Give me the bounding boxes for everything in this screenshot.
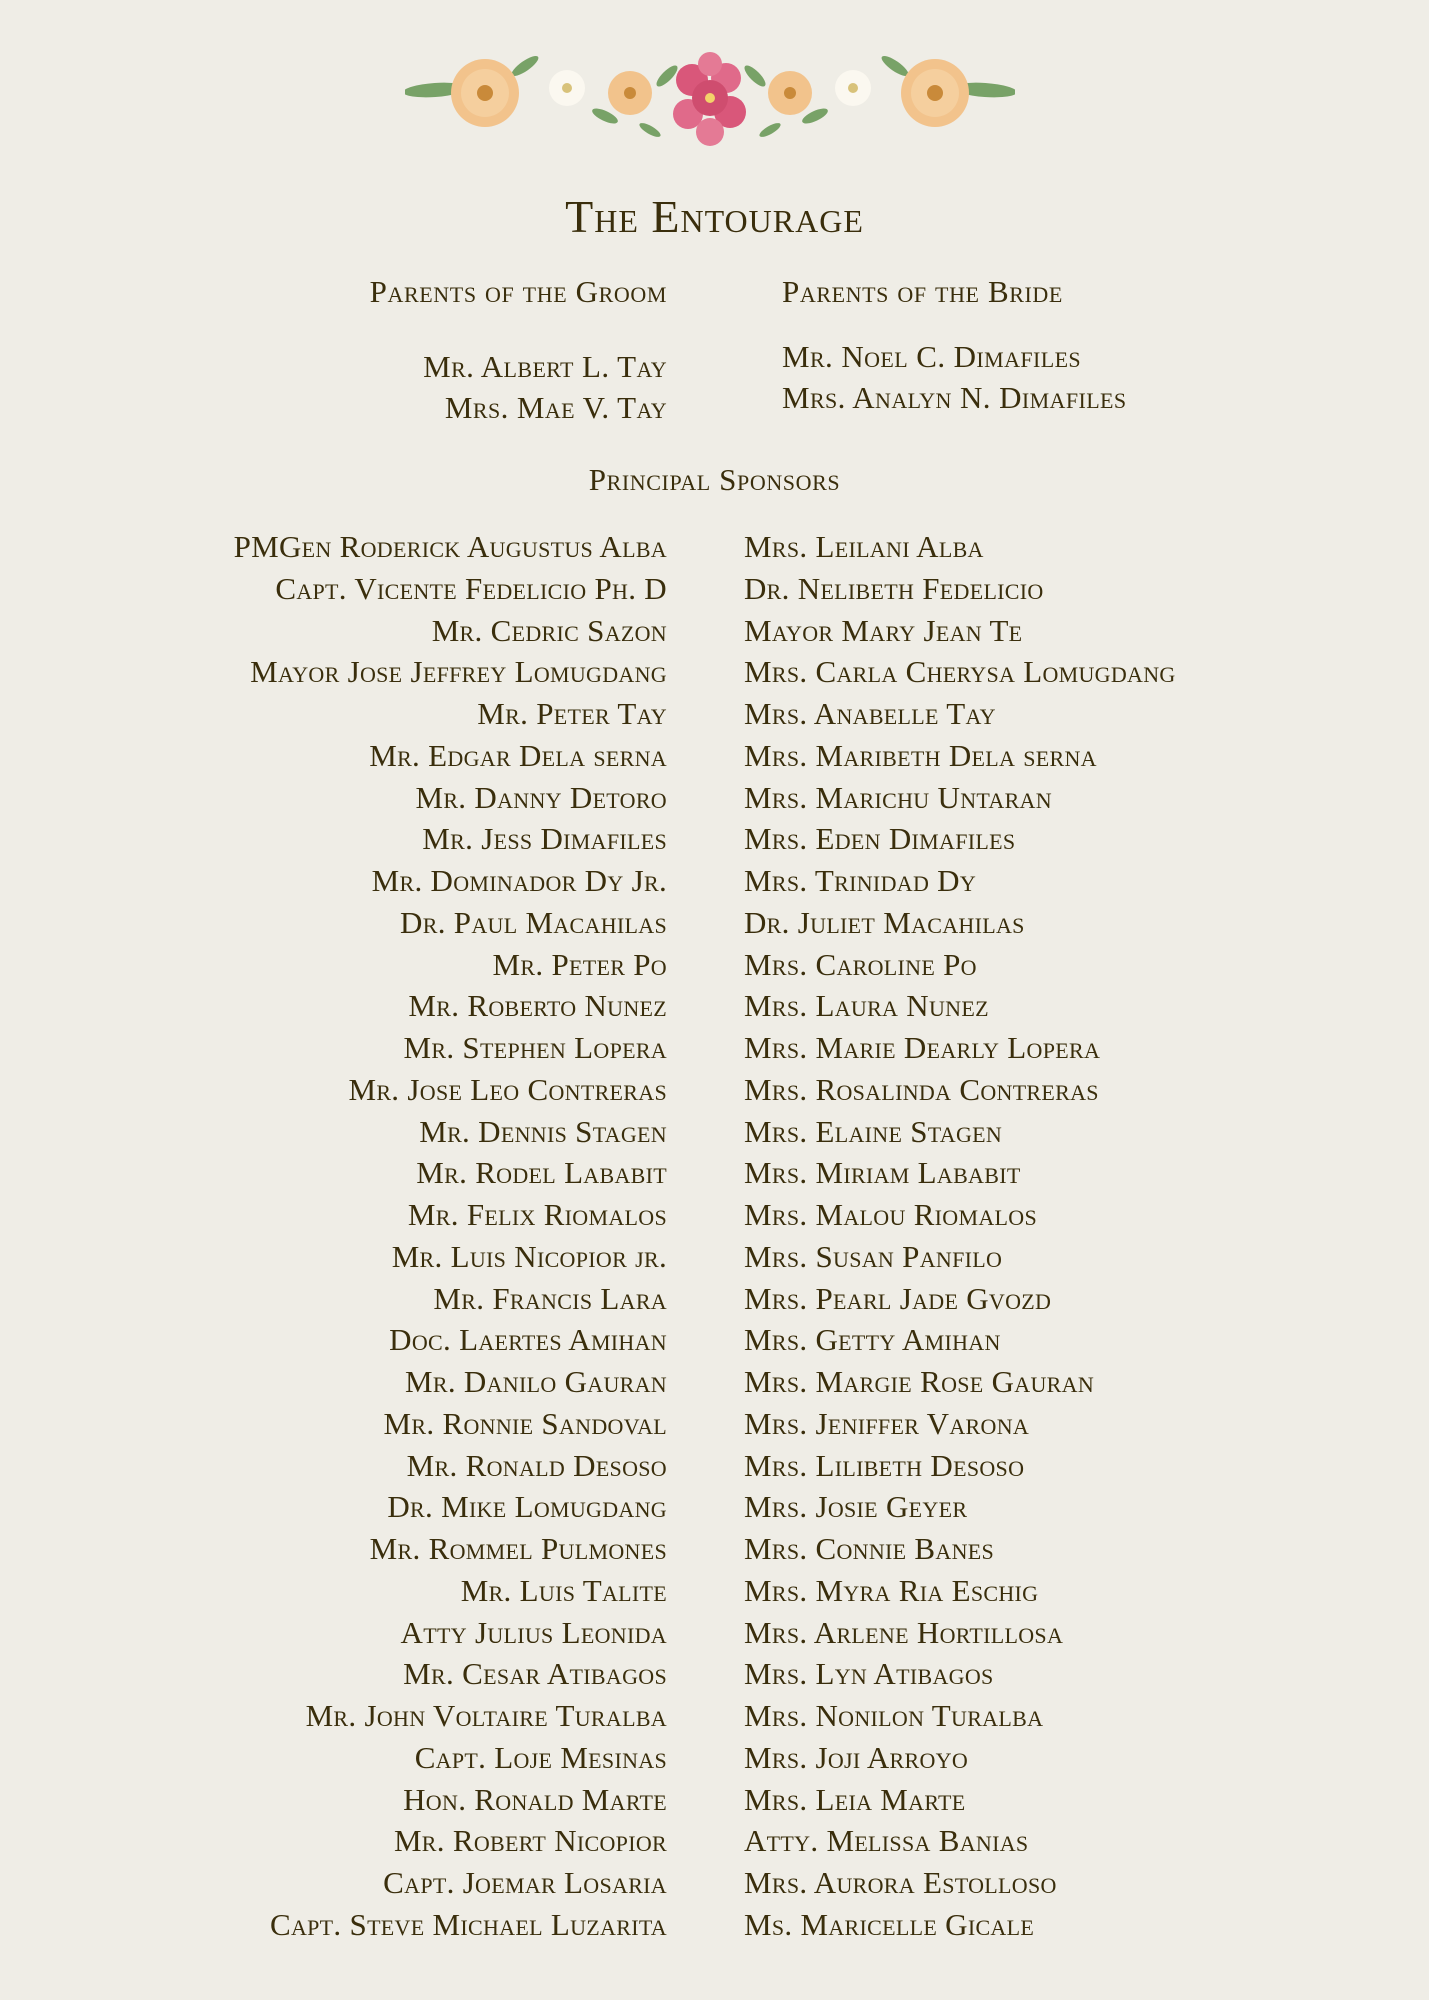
sponsor-right-11: Mrs. Laura Nunez bbox=[744, 988, 989, 1024]
sponsor-left-9: Dr. Paul Macahilas bbox=[400, 904, 667, 940]
pink-bouquet bbox=[673, 52, 746, 146]
sponsor-left-10: Mr. Peter Po bbox=[492, 946, 667, 982]
sponsor-left-6: Mr. Danny Detoro bbox=[415, 779, 667, 815]
sponsor-right-32: Mrs. Aurora Estolloso bbox=[744, 1865, 1057, 1900]
sponsor-left-15: Mr. Rodel Lababit bbox=[416, 1155, 667, 1191]
sponsor-right-3: Mrs. Carla Cherysa Lomugdang bbox=[744, 654, 1176, 690]
sponsor-right-22: Mrs. Lilibeth Desoso bbox=[744, 1447, 1025, 1483]
sponsor-right-17: Mrs. Susan Panfilo bbox=[744, 1238, 1003, 1274]
sponsor-left-32: Capt. Joemar Losaria bbox=[383, 1865, 667, 1900]
sponsor-right-23: Mrs. Josie Geyer bbox=[744, 1489, 968, 1525]
sponsor-left-26: Atty Julius Leonida bbox=[400, 1614, 667, 1650]
sponsor-left-17: Mr. Luis Nicopior jr. bbox=[391, 1238, 667, 1274]
sponsor-left-20: Mr. Danilo Gauran bbox=[404, 1364, 667, 1399]
groom-parents-heading: Parents of the Groom bbox=[369, 274, 667, 309]
groom-mother: Mrs. Mae V. Tay bbox=[444, 390, 667, 425]
sponsor-right-30: Mrs. Leia Marte bbox=[744, 1781, 966, 1817]
sponsor-left-18: Mr. Francis Lara bbox=[433, 1280, 667, 1316]
sponsor-right-2: Mayor Mary Jean Te bbox=[744, 612, 1023, 648]
sponsor-left-3: Mayor Jose Jeffrey Lomugdang bbox=[250, 654, 667, 690]
page-title: The Entourage bbox=[565, 191, 864, 242]
sponsor-left-2: Mr. Cedric Sazon bbox=[431, 612, 667, 648]
sponsor-right-6: Mrs. Marichu Untaran bbox=[744, 779, 1052, 815]
floral-garland bbox=[405, 38, 1015, 158]
sponsor-right-19: Mrs. Getty Amihan bbox=[744, 1322, 1001, 1358]
sponsor-left-7: Mr. Jess Dimafiles bbox=[422, 821, 667, 857]
sponsor-right-12: Mrs. Marie Dearly Lopera bbox=[744, 1030, 1101, 1065]
sponsor-left-12: Mr. Stephen Lopera bbox=[403, 1030, 667, 1065]
sponsor-right-1: Dr. Nelibeth Fedelicio bbox=[744, 570, 1044, 606]
white-flower-left bbox=[549, 70, 585, 106]
bride-parents-heading: Parents of the Bride bbox=[782, 274, 1063, 309]
peach-flower-left bbox=[451, 59, 519, 127]
sponsor-left-29: Capt. Loje Mesinas bbox=[414, 1739, 667, 1775]
small-peach-flower-right bbox=[768, 71, 812, 115]
peach-flower-right bbox=[901, 59, 969, 127]
sponsor-left-1: Capt. Vicente Fedelicio Ph. D bbox=[275, 570, 667, 606]
sponsor-right-26: Mrs. Arlene Hortillosa bbox=[744, 1614, 1064, 1650]
sponsor-left-4: Mr. Peter Tay bbox=[477, 696, 667, 731]
bride-father: Mr. Noel C. Dimafiles bbox=[782, 339, 1082, 374]
sponsor-right-31: Atty. Melissa Banias bbox=[744, 1823, 1029, 1859]
sponsor-right-9: Dr. Juliet Macahilas bbox=[744, 904, 1025, 940]
sponsor-left-27: Mr. Cesar Atibagos bbox=[403, 1656, 667, 1692]
sponsor-right-4: Mrs. Anabelle Tay bbox=[744, 696, 996, 731]
sponsor-right-13: Mrs. Rosalinda Contreras bbox=[744, 1071, 1099, 1107]
principal-sponsors-heading: Principal Sponsors bbox=[588, 462, 841, 497]
sponsor-left-23: Dr. Mike Lomugdang bbox=[387, 1489, 667, 1525]
sponsor-left-5: Mr. Edgar Dela serna bbox=[369, 737, 667, 773]
sponsor-right-24: Mrs. Connie Banes bbox=[744, 1531, 995, 1566]
sponsor-right-0: Mrs. Leilani Alba bbox=[744, 529, 984, 564]
sponsor-left-13: Mr. Jose Leo Contreras bbox=[348, 1071, 667, 1107]
sponsor-right-8: Mrs. Trinidad Dy bbox=[744, 863, 977, 898]
sponsor-right-27: Mrs. Lyn Atibagos bbox=[744, 1656, 994, 1692]
sponsor-right-20: Mrs. Margie Rose Gauran bbox=[744, 1364, 1095, 1399]
sponsor-left-28: Mr. John Voltaire Turalba bbox=[305, 1698, 667, 1733]
sponsor-left-24: Mr. Rommel Pulmones bbox=[369, 1531, 667, 1566]
bride-mother: Mrs. Analyn N. Dimafiles bbox=[782, 380, 1127, 415]
sponsors-left-column bbox=[234, 524, 667, 1944]
small-peach-flower-left bbox=[608, 71, 652, 115]
white-flower-right bbox=[835, 70, 871, 106]
bride-parents-list bbox=[782, 336, 1127, 418]
sponsor-right-15: Mrs. Miriam Lababit bbox=[744, 1155, 1021, 1191]
sponsor-left-19: Doc. Laertes Amihan bbox=[389, 1322, 667, 1358]
sponsor-left-11: Mr. Roberto Nunez bbox=[408, 988, 667, 1024]
sponsor-left-30: Hon. Ronald Marte bbox=[403, 1781, 667, 1817]
sponsor-left-21: Mr. Ronnie Sandoval bbox=[383, 1405, 667, 1441]
sponsor-left-22: Mr. Ronald Desoso bbox=[406, 1447, 667, 1483]
sponsor-left-25: Mr. Luis Talite bbox=[460, 1572, 667, 1608]
groom-father: Mr. Albert L. Tay bbox=[423, 349, 667, 384]
sponsor-right-28: Mrs. Nonilon Turalba bbox=[744, 1698, 1044, 1733]
sponsor-right-33: Ms. Maricelle Gicale bbox=[744, 1906, 1035, 1942]
sponsors-right-column bbox=[744, 524, 1176, 1944]
sponsor-right-10: Mrs. Caroline Po bbox=[744, 946, 977, 982]
sponsor-right-25: Mrs. Myra Ria Eschig bbox=[744, 1572, 1039, 1608]
sponsor-right-18: Mrs. Pearl Jade Gvozd bbox=[744, 1280, 1052, 1316]
sponsor-right-16: Mrs. Malou Riomalos bbox=[744, 1197, 1037, 1232]
groom-parents-list bbox=[423, 346, 667, 428]
sponsor-left-14: Mr. Dennis Stagen bbox=[419, 1113, 667, 1149]
sponsor-left-33: Capt. Steve Michael Luzarita bbox=[269, 1906, 667, 1942]
sponsor-left-0: PMGen Roderick Augustus Alba bbox=[233, 529, 667, 564]
sponsor-left-31: Mr. Robert Nicopior bbox=[393, 1823, 667, 1859]
sponsor-right-5: Mrs. Maribeth Dela serna bbox=[744, 737, 1097, 773]
sponsor-right-29: Mrs. Joji Arroyo bbox=[744, 1739, 969, 1775]
sponsor-left-8: Mr. Dominador Dy Jr. bbox=[371, 863, 667, 898]
sponsor-right-21: Mrs. Jeniffer Varona bbox=[744, 1405, 1030, 1441]
sponsor-right-7: Mrs. Eden Dimafiles bbox=[744, 821, 1016, 857]
sponsor-left-16: Mr. Felix Riomalos bbox=[407, 1197, 667, 1232]
sponsor-right-14: Mrs. Elaine Stagen bbox=[744, 1113, 1003, 1149]
